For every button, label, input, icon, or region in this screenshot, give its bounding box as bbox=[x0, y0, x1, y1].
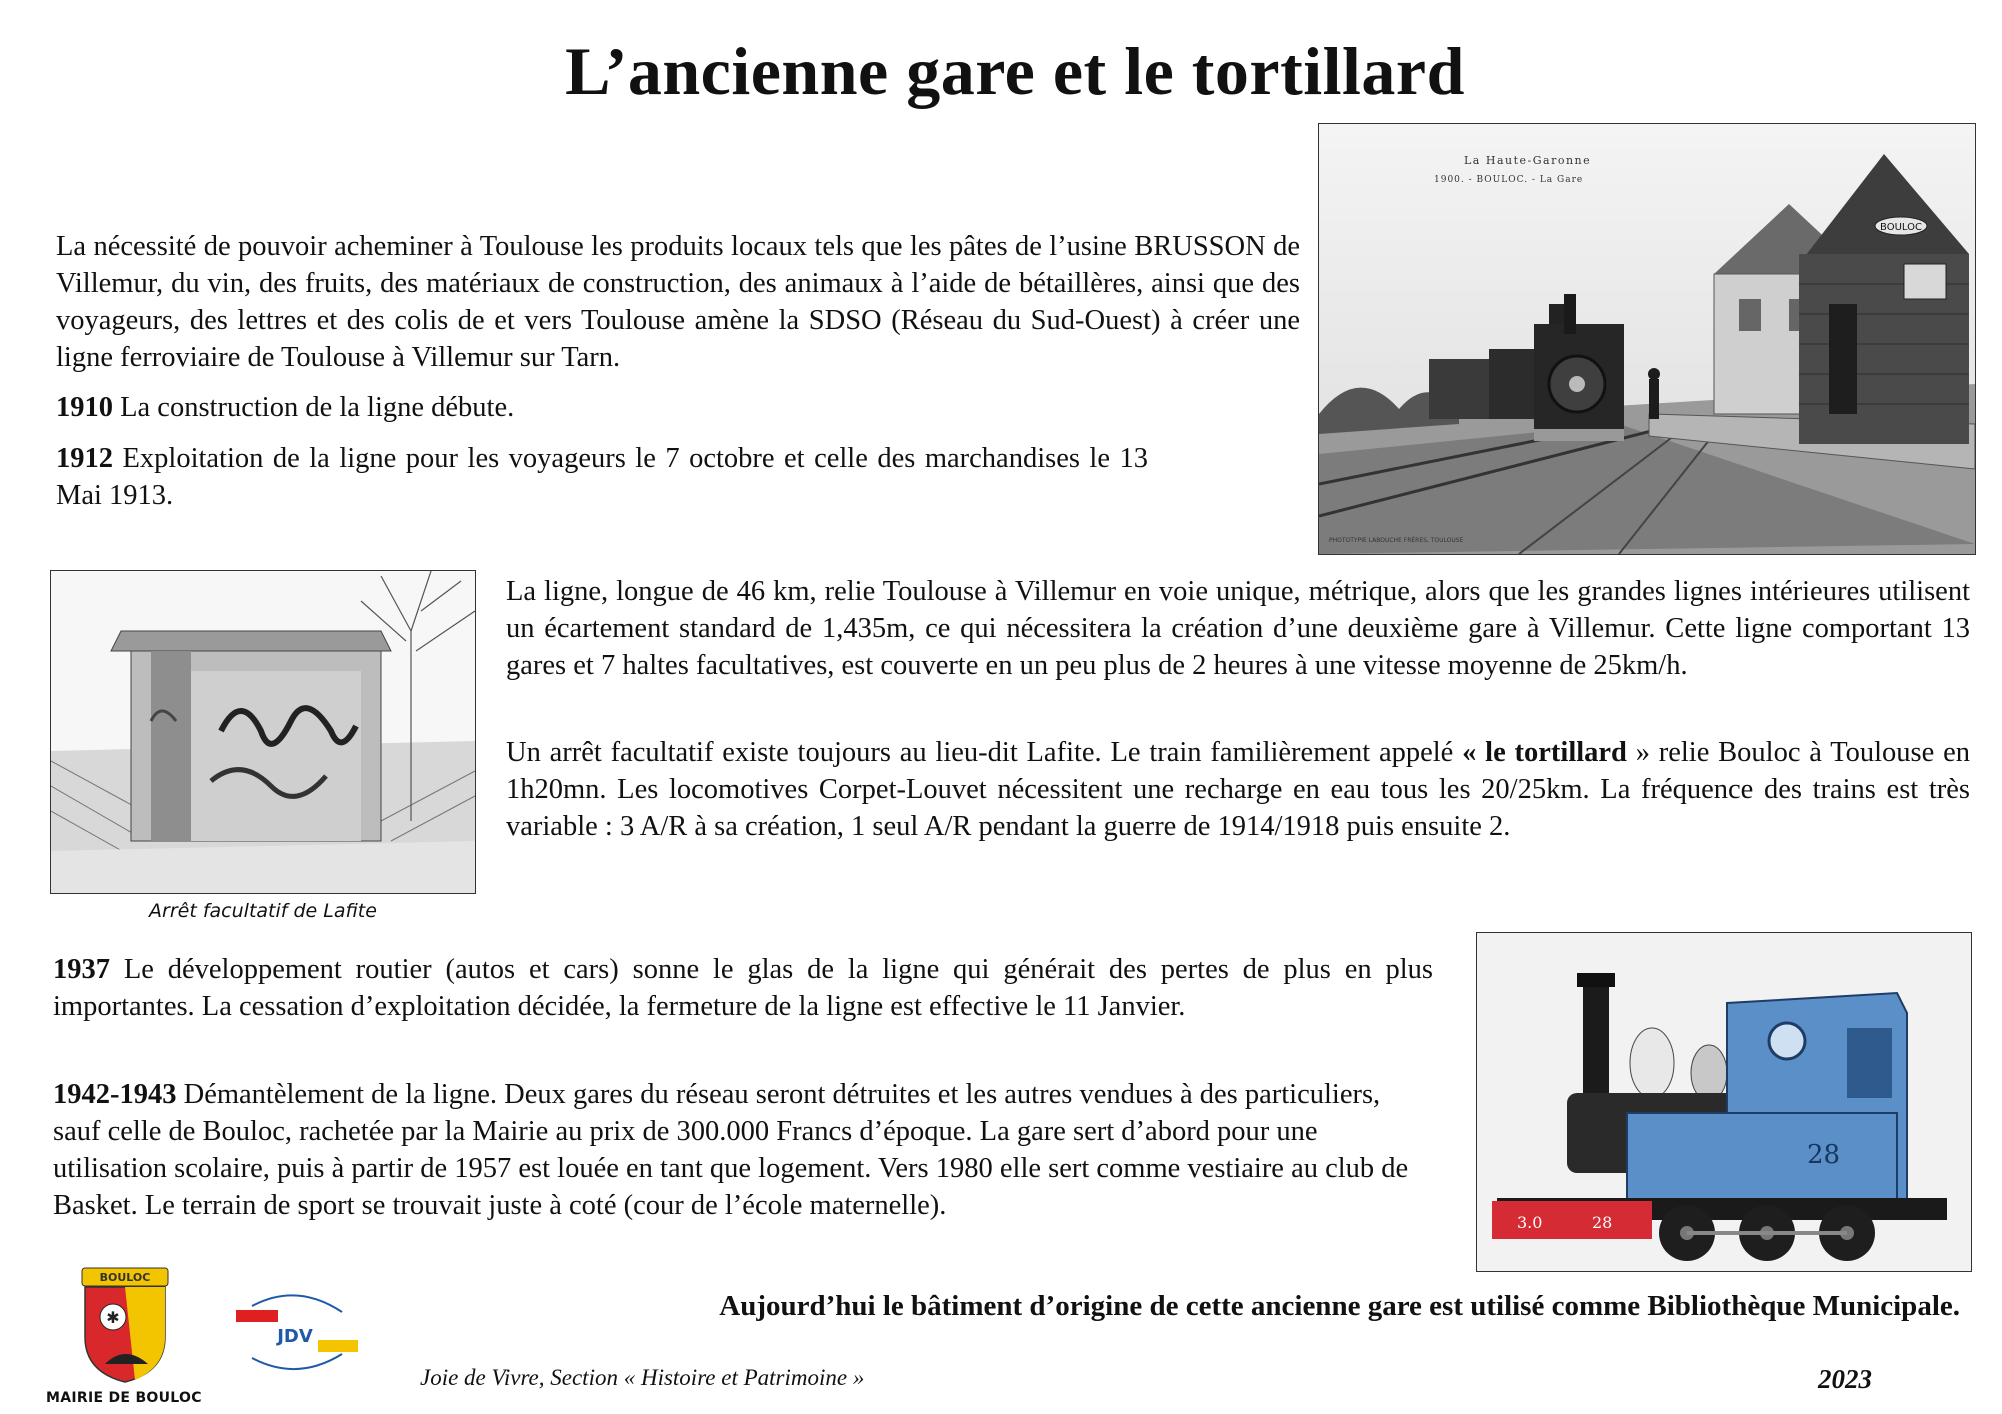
tortillard-text-2: » relie Bouloc à Toulouse en 1h20mn. Les locomotives Corpet-Louvet nécessitent une recharge en eau tous les 20/25km. La fréquence des trains est très variable : 3 A/R à sa création, 1 seul A/R pendant la guerre de 1914/1918 puis ensuite 2. bbox=[506, 737, 1970, 842]
year-1942-1943: 1942-1943 bbox=[53, 1079, 177, 1110]
lafite-shelter-photo bbox=[50, 570, 476, 894]
tortillard-paragraph bbox=[506, 734, 1970, 845]
buffer-label-left: 3.0 bbox=[1517, 1213, 1543, 1232]
jdv-logo-text: JDV bbox=[277, 1326, 313, 1347]
crest-banner-text: BOULOC bbox=[99, 1271, 151, 1284]
year-label: 2023 bbox=[1818, 1364, 1872, 1394]
postcard-imprint: PHOTOTYPIE LABOUCHE FRÈRES, TOULOUSE bbox=[1329, 537, 1464, 544]
timeline-1942-text: Démantèlement de la ligne. Deux gares du réseau seront détruites et les autres vendues à des particuliers, sauf celle de Bouloc, rachetée par la Mairie au prix de 300.000 Francs d’époque. La gare sert d’abord pour une utilisation scolaire, puis à partir de 1957 est louée en tant que logement. Vers 1980 elle sert comme vestiaire au club de Basket. Le terrain de sport se trouvait juste à coté (cour de l’école maternelle). bbox=[53, 1079, 1409, 1221]
postcard-series: La Haute-Garonne bbox=[1464, 154, 1592, 167]
mairie-label: MAIRIE DE BOULOC bbox=[46, 1390, 202, 1406]
station-postcard-photo bbox=[1318, 123, 1976, 555]
locomotive-photo bbox=[1476, 932, 1972, 1272]
timeline-1937-text: Le développement routier (autos et cars) sonne le glas de la ligne qui générait des pertes de plus en plus importantes. La cessation d’exploitation décidée, la fermeture de la ligne est effective le 11 Janvier. bbox=[53, 954, 1433, 1022]
page-title: L’ancienne gare et le tortillard bbox=[565, 33, 1465, 109]
tortillard-bold: « le tortillard bbox=[1462, 737, 1627, 768]
svg-text:✱: ✱ bbox=[106, 1310, 120, 1327]
postcard-caption: 1900. - BOULOC. - La Gare bbox=[1434, 175, 1584, 185]
intro-paragraph: La nécessité de pouvoir acheminer à Toulouse les produits locaux tels que les pâtes de l’usine BRUSSON de Villemur, du vin, des fruits, des matériaux de construction, des animaux à l’aide de bétaillères, ainsi que des voyageurs, des lettres et des colis de et vers Toulouse amène la SDSO (Réseau du Sud-Ouest) à créer une ligne ferroviaire de Toulouse à Villemur sur Tarn. bbox=[56, 231, 1300, 373]
year-1912: 1912 bbox=[56, 443, 113, 474]
jdv-logo bbox=[232, 1292, 362, 1372]
loco-number: 28 bbox=[1807, 1140, 1841, 1170]
photo-caption: Arrêt facultatif de Lafite bbox=[149, 900, 377, 922]
year-1910: 1910 bbox=[56, 392, 113, 423]
timeline-1937 bbox=[53, 951, 1433, 1025]
station-sign: BOULOC bbox=[1880, 222, 1922, 233]
year-1937: 1937 bbox=[53, 954, 110, 985]
library-note: Aujourd’hui le bâtiment d’origine de cette ancienne gare est utilisé comme Bibliothèque Municipale. bbox=[719, 1290, 1960, 1322]
footer-credit: Joie de Vivre, Section « Histoire et Patrimoine » bbox=[420, 1365, 865, 1390]
timeline-1910 bbox=[56, 389, 1300, 426]
tortillard-text-1: Un arrêt facultatif existe toujours au lieu-dit Lafite. Le train familièrement appelé bbox=[506, 737, 1463, 768]
mairie-crest-logo bbox=[80, 1262, 170, 1384]
timeline-1910-text: La construction de la ligne débute. bbox=[113, 392, 515, 423]
line-description-paragraph: La ligne, longue de 46 km, relie Toulouse à Villemur en voie unique, métrique, alors que les grandes lignes intérieures utilisent un écartement standard de 1,435m, ce qui nécessitera la création d’une deuxième gare à Villemur. Cette ligne comportant 13 gares et 7 haltes facultatives, est couverte en un peu plus de 2 heures à une vitesse moyenne de 25km/h. bbox=[506, 576, 1970, 681]
timeline-1912 bbox=[56, 440, 1148, 514]
timeline-1912-text: Exploitation de la ligne pour les voyageurs le 7 octobre et celle des marchandises le 13 Mai 1913. bbox=[56, 443, 1148, 511]
buffer-label-right: 28 bbox=[1592, 1213, 1613, 1232]
timeline-1942-1943 bbox=[53, 1076, 1433, 1224]
